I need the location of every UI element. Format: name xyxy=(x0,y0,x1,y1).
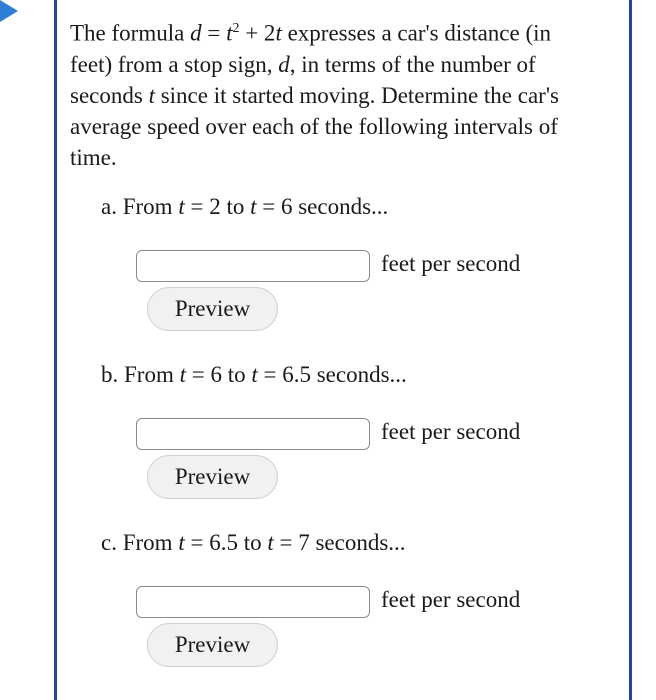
problem-statement: The formula $d = t^2 + 2t$ expresses a car's distance (in feet) from a stop sign, d, in terms of the number of seconds t since it started moving. Determine the car's average speed over each of the following intervals of time. xyxy=(70,20,559,170)
part-a-answer-input[interactable] xyxy=(136,250,370,282)
part-b-prompt: b. From t = 6 to t = 6.5 seconds... xyxy=(101,362,407,387)
part-a-preview-button[interactable]: Preview xyxy=(147,287,278,331)
expand-triangle-icon[interactable] xyxy=(0,0,18,22)
part-a-prompt: a. From t = 2 to t = 6 seconds... xyxy=(101,194,389,219)
content-right-border xyxy=(629,0,632,700)
part-b-answer-input[interactable] xyxy=(136,418,370,450)
part-c-prompt: c. From t = 6.5 to t = 7 seconds... xyxy=(101,530,406,555)
part-b-preview-button[interactable]: Preview xyxy=(147,455,278,499)
part-b-unit-label: feet per second xyxy=(381,419,521,444)
part-a-unit-label: feet per second xyxy=(381,251,521,276)
part-c-preview-button[interactable]: Preview xyxy=(147,623,278,667)
part-c-unit-label: feet per second xyxy=(381,587,521,612)
content-left-border xyxy=(54,0,57,700)
part-c-answer-input[interactable] xyxy=(136,586,370,618)
